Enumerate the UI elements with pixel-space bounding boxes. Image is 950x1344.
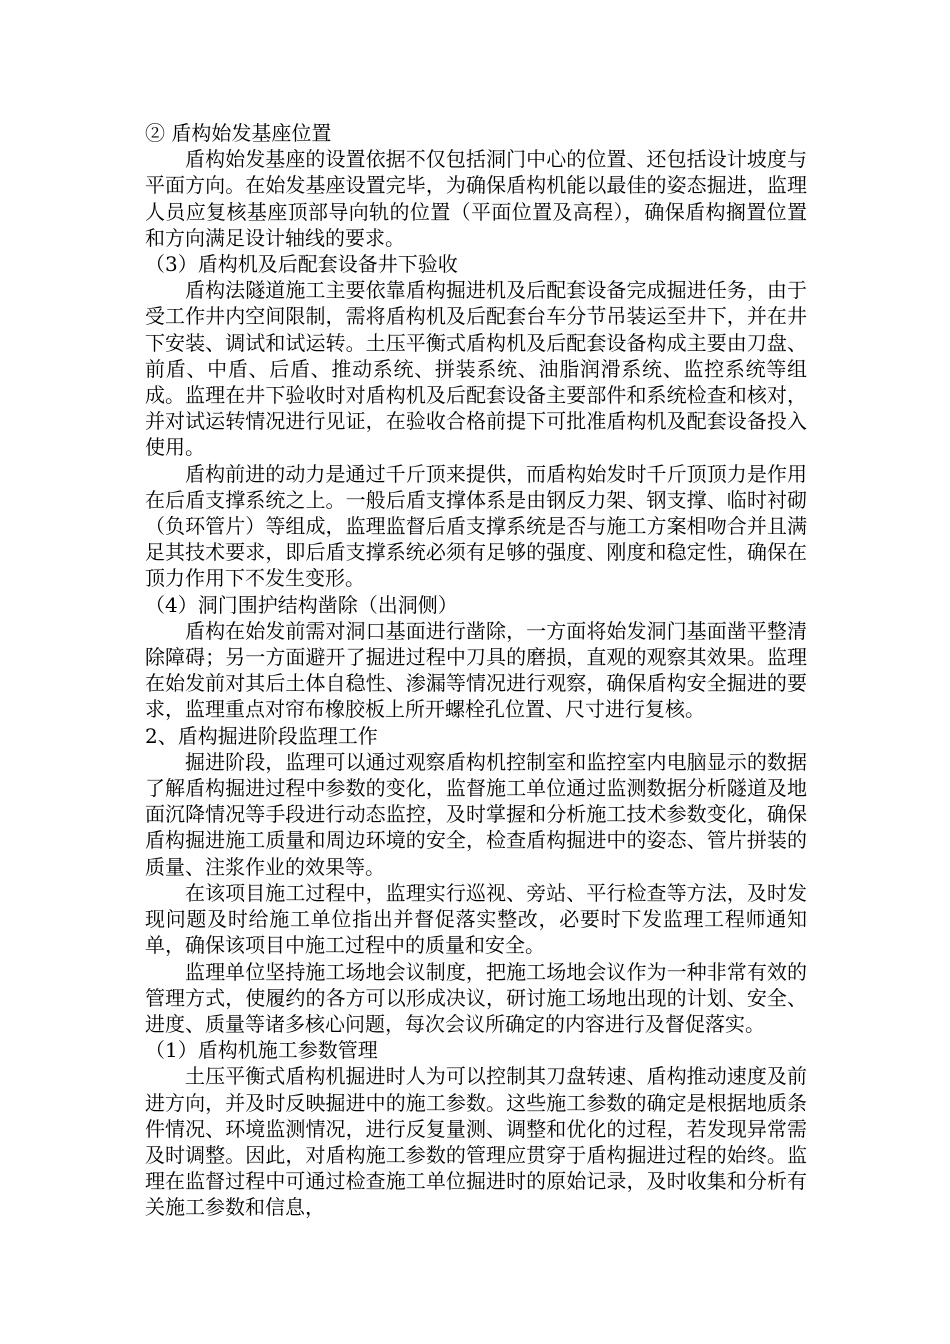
paragraph-site-meetings: 监理单位坚持施工场地会议制度，把施工场地会议作为一种非常有效的管理方式，使履约的各方可以形成决议，研讨施工场地出现的计划、安全、进度、质量等诸多核心问题，每次会议所确定的内容进行及督促落实。	[145, 959, 807, 1036]
paragraph-tunneling-stage: 掘进阶段，监理可以通过观察盾构机控制室和监控室内电脑显示的数据了解盾构掘进过程中参数的变化，监督施工单位通过监测数据分析隧道及地面沉降情况等手段进行动态监控，及时掌握和分析施工技术参数变化，确保盾构掘进施工质量和周边环境的安全，检查盾构掘进中的姿态、管片拼装的质量、注浆作业的效果等。	[145, 749, 807, 879]
heading-parameter-management: （1）盾构机施工参数管理	[145, 1038, 378, 1063]
paragraph-inspection-methods: 在该项目施工过程中，监理实行巡视、旁站、平行检查等方法，及时发现问题及时给施工单位指出并督促落实整改，必要时下发监理工程师通知单，确保该项目中施工过程中的质量和安全。	[145, 880, 807, 958]
paragraph-parameter-management: 土压平衡式盾构机掘进时人为可以控制其刀盘转速、盾构推动速度及前进方向，并及时反映掘进中的施工参数。这些施工参数的确定是根据地质条件情况、环境监测情况，进行反复量测、调整和优化的过程，若发现异常需及时调整。因此，对盾构施工参数的管理应贯穿于盾构掘进过程的始终。监理在监督过程中可通过检查施工单位掘进时的原始记录，及时收集和分析有关施工参数和信息，	[145, 1064, 807, 1220]
paragraph-thrust-support: 盾构前进的动力是通过千斤顶来提供，而盾构始发时千斤顶顶力是作用在后盾支撑系统之上。一般后盾支撑体系是由钢反力架、钢支撑、临时衬砌（负环管片）等组成，监理监督后盾支撑系统是否与施工方案相吻合并且满足其技术要求，即后盾支撑系统必须有足够的强度、刚度和稳定性，确保在顶力作用下不发生变形。	[145, 461, 807, 591]
heading-launch-base-position: ② 盾构始发基座位置	[145, 121, 332, 145]
heading-shield-acceptance: （3）盾构机及后配套设备井下验收	[145, 252, 458, 277]
paragraph-shield-acceptance: 盾构法隧道施工主要依靠盾构掘进机及后配套设备完成掘进任务，由于受工作井内空间限制，需将盾构机及后配套台车分节吊装运至井下，并在井下安装、调试和试运转。土压平衡式盾构机及后配套设备构成主要由刀盘、前盾、中盾、后盾、推动系统、拼装系统、油脂润滑系统、监控系统等组成。监理在井下验收时对盾构机及后配套设备主要部件和系统检查和核对，并对试运转情况进行见证，在验收合格前提下可批准盾构机及配套设备投入使用。	[145, 278, 807, 460]
heading-portal-demolition: （4）洞门围护结构凿除（出洞侧）	[145, 592, 458, 617]
heading-tunneling-supervision: 2、盾构掘进阶段监理工作	[145, 723, 378, 748]
paragraph-portal-demolition: 盾构在始发前需对洞口基面进行凿除，一方面将始发洞门基面凿平整清除障碍；另一方面避开了掘进过程中刀具的磨损，直观的观察其效果。监理在始发前对其后土体自稳性、渗漏等情况进行观察，确保盾构安全掘进的要求，监理重点对帘布橡胶板上所开螺栓孔位置、尺寸进行复核。	[145, 618, 807, 722]
paragraph-launch-base: 盾构始发基座的设置依据不仅包括洞门中心的位置、还包括设计坡度与平面方向。在始发基座设置完毕，为确保盾构机能以最佳的姿态掘进，监理人员应复核基座顶部导向轨的位置（平面位置及高程），确保盾构搁置位置和方向满足设计轴线的要求。	[145, 147, 807, 250]
document-page	[145, 120, 807, 1221]
